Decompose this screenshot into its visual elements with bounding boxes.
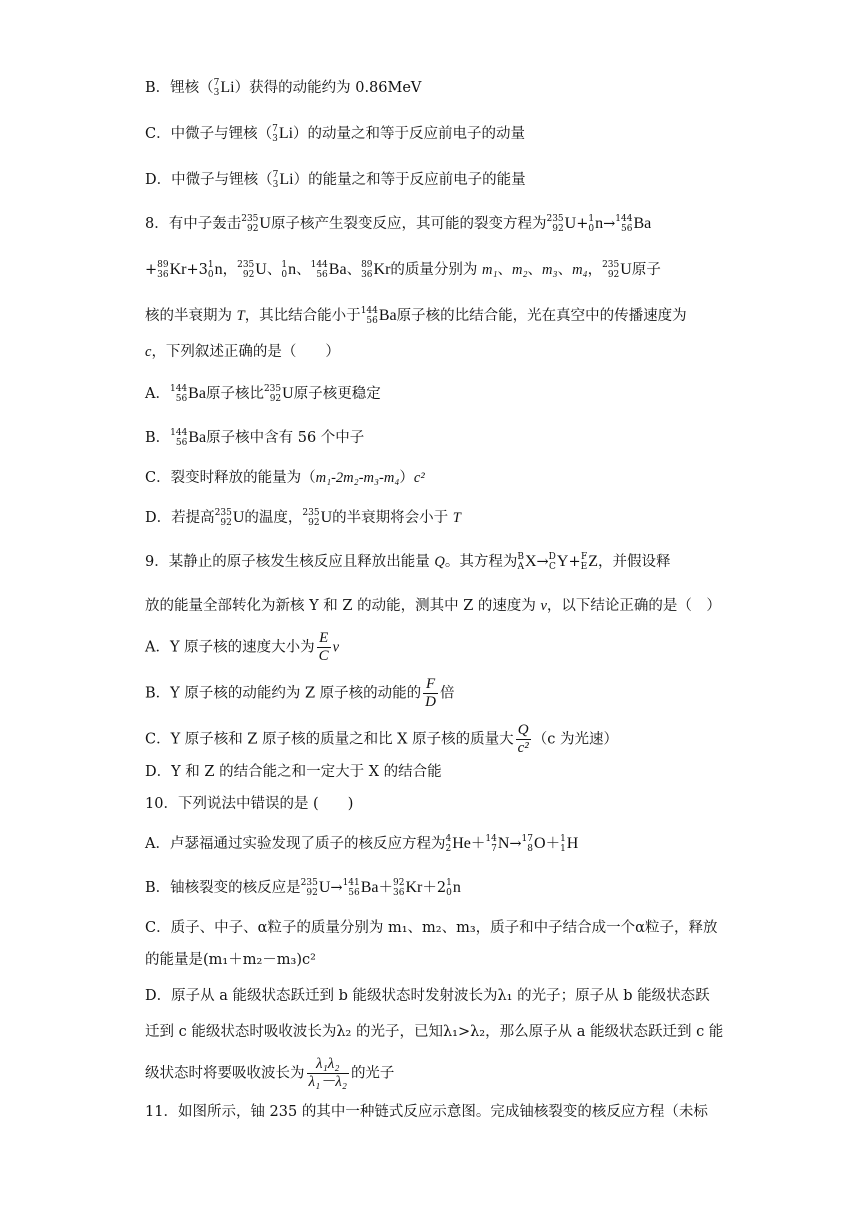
text: 、 [557,262,573,278]
var-m4: m₄ [572,262,588,278]
mass-number: 7 [272,124,278,135]
nuclide-o17 [522,834,546,854]
text: D．中微子与锂核（ [145,172,273,188]
nuclide-scripts [281,260,287,280]
q8-option-d [145,508,820,528]
text: 的光子 [350,1065,395,1082]
atomic-number: 56 [348,888,360,899]
fraction [516,722,531,757]
text: 迁到 c 能级状态时吸收波长为λ₂ 的光子，已知λ₁>λ₂，那么原子从 a 能级状态跃迁到 c 能 [145,1024,724,1040]
element-symbol: Kr [405,879,423,896]
mass-expr: m₁-2m₂-m₃-m₄ [315,470,400,486]
nuclide-scripts [517,552,524,572]
text: C．裂变时释放的能量为（ [145,470,316,486]
mass-number: 1 [281,260,288,271]
nuclide-ba144 [170,428,206,448]
nuclide-li [214,78,235,98]
element-symbol: Ba [378,307,397,324]
mass-number: 4 [445,834,452,845]
text: B．铀核裂变的核反应是 [145,880,301,896]
atomic-number: 0 [446,888,452,899]
mass-number: 14 [485,834,497,845]
text: ，以下结论正确的是（ ） [546,598,721,614]
text: ， [587,262,603,278]
text: 原子核的比结合能，光在真空中的传播速度为 [396,308,687,324]
element-symbol: Li [279,171,294,188]
nuclide-n [588,214,603,234]
nuclide-scripts [393,878,404,898]
nuclide-scripts [445,834,451,854]
text: 的质量分别为 [390,262,483,278]
plus: + [576,216,589,232]
q10-option-a [145,834,820,854]
var-m2: m₂ [512,262,528,278]
q9-option-a [145,630,820,665]
text: 、 [527,262,543,278]
element-symbol: Ba [328,261,347,278]
denominator: D [425,694,436,710]
q9-option-b [145,676,820,711]
element-symbol: Ba [633,215,652,232]
text: ）的动量之和等于反应前电子的动量 [293,126,526,142]
element-symbol: n [595,215,604,232]
mass-number: 235 [241,214,259,225]
mass-number: 235 [302,508,320,519]
text: ） [399,470,414,486]
q8-option-a [145,384,820,404]
nuclide-scripts [522,834,533,854]
mass-number: 1 [446,878,452,889]
nuclide-scripts [272,124,278,144]
nuclide-n [281,260,296,280]
text: ）的能量之和等于反应前电子的能量 [293,172,526,188]
arrow: → [330,880,343,896]
nuclide-scripts [208,260,214,280]
atomic-number: 36 [361,270,373,281]
atomic-number: 0 [207,270,214,281]
element-symbol: U [620,261,632,278]
nuclide-ba144 [311,260,347,280]
nuclide-kr89 [361,260,390,280]
text: ， [222,262,238,278]
element-symbol: Li [278,125,294,142]
element-symbol: Ba [360,879,379,896]
text: ，其比结合能小于 [244,308,361,324]
plus: + [568,554,581,570]
nuclide-scripts [264,384,281,404]
mass-number: 1 [207,260,214,271]
nuclide-he [445,834,470,854]
nuclide-li [272,124,293,144]
element-symbol: U [259,215,271,232]
text: 、 [497,262,513,278]
element-symbol: X [524,553,537,570]
text: C．质子、中子、α粒子的质量分别为 m₁、m₂、m₃，质子和中子结合成一个α粒子，释放 [145,920,718,936]
mass-number: 7 [272,170,279,181]
element-symbol: U [318,879,331,896]
mass-number: 141 [342,878,360,889]
var-m1: m₁ [482,262,498,278]
fraction [423,676,438,711]
nuclide-scripts [241,214,258,234]
q8-stem-line2 [145,260,820,280]
text: + [145,262,158,278]
nuclide-u235 [241,214,271,234]
mass-number: 144 [169,384,188,395]
q7-option-c [145,124,820,144]
text: 9．某静止的原子核发生核反应且释放出能量 [145,554,435,570]
atomic-number: A [517,562,524,573]
text: 、 [296,262,311,278]
text: +3 [186,262,208,278]
nuclide-scripts [157,260,168,280]
q9-option-d [145,762,820,782]
denominator: λ₁－λ₂ [308,1074,347,1090]
nuclide-u235 [215,508,245,528]
mass-number: 235 [214,508,232,519]
fraction [317,630,331,665]
q11-stem-line1 [145,1102,820,1122]
q9-stem-line1 [145,552,820,572]
nuclide-scripts [485,834,496,854]
q8-stem-line1 [145,214,820,234]
nuclide-scripts [361,306,378,326]
text: B．锂核（ [145,80,214,96]
var-t: T [452,510,461,526]
element-symbol: N [497,835,510,852]
nuclide-scripts [361,260,372,280]
element-symbol: Ba [188,385,206,402]
q10-stem [145,794,820,814]
text: ，并假设释 [597,554,671,570]
text: 原子 [631,262,661,278]
element-symbol: n [452,879,461,896]
text: 倍 [439,685,455,702]
mass-number: 17 [521,834,533,845]
nuclide-n [446,878,461,898]
nuclide-li [273,170,294,190]
q10-option-d-line2 [145,1022,820,1042]
element-symbol: U [255,261,267,278]
nuclide-scripts [549,552,556,572]
mass-number: 92 [393,878,405,889]
element-symbol: U [282,385,294,402]
arrow: → [509,836,522,852]
text: D．若提高 [145,510,215,526]
text: A．卢瑟福通过实验发现了质子的核反应方程为 [145,836,446,852]
q9-stem-line2 [145,596,820,616]
arrow: → [603,216,616,232]
plus: ＋ [470,836,486,852]
var-c2: c² [413,470,425,486]
nuclide-scripts [560,834,566,854]
text: 。其方程为 [444,554,518,570]
mass-number: D [548,552,556,563]
atomic-number: E [580,562,588,573]
mass-number: 1 [588,214,595,225]
nuclide-u235 [237,260,267,280]
nuclide-scripts [215,508,232,528]
text: 原子核比 [205,386,264,402]
mass-number: 89 [157,260,169,271]
atomic-number: 7 [491,844,497,855]
mass-number: 235 [546,214,564,225]
atomic-number: 36 [157,270,169,281]
atomic-number: 92 [220,518,232,529]
text: 原子核产生裂变反应，其可能的裂变方程为 [270,216,547,232]
text: B． [145,430,171,446]
element-symbol: U [564,215,577,232]
denominator: c² [517,740,529,756]
text: 的温度， [244,510,303,526]
text: 核的半衰期为 [145,308,237,324]
q8-stem-line4 [145,342,820,362]
atomic-number: 1 [560,844,566,855]
text: 级状态时将要吸收波长为 [145,1065,305,1082]
text: ）获得的动能约为 0.86MeV [234,80,422,96]
atomic-number: 92 [308,518,320,529]
nuclide-scripts [581,552,588,572]
nuclide-kr89 [157,260,186,280]
element-symbol: Ba [188,429,207,446]
nuclide-ba141 [343,878,379,898]
element-symbol: U [320,509,333,526]
nuclide-x [517,552,536,572]
plus-two: ＋2 [422,880,447,896]
nuclide-scripts [343,878,360,898]
q7-option-b [145,78,820,98]
q8-option-c [145,468,820,488]
nuclide-scripts [214,78,220,98]
mass-number: 89 [361,260,373,271]
text: 原子核更稳定 [293,386,381,402]
atomic-number: 56 [316,270,328,281]
nuclide-scripts [446,878,452,898]
nuclide-scripts [273,170,279,190]
atomic-number: 8 [527,844,533,855]
var-v: v [540,598,547,614]
var-v: v [332,639,340,656]
q7-option-d [145,170,820,190]
q10-option-c-line2 [145,950,820,970]
atomic-number: 36 [393,888,405,899]
nuclide-u235 [264,384,294,404]
element-symbol: Z [588,553,598,570]
nuclide-scripts [588,214,594,234]
atomic-number: 92 [552,224,564,235]
text: A． [145,386,170,402]
nuclide-scripts [546,214,563,234]
nuclide-u235 [602,260,632,280]
text: A．Y 原子核的速度大小为 [145,639,315,656]
nuclide-scripts [615,214,632,234]
mass-number: 235 [263,384,282,395]
element-symbol: Y [556,553,569,570]
q10-option-b [145,878,820,898]
nuclide-u235 [546,214,576,234]
atomic-number: 92 [607,270,620,281]
numerator: F [425,676,436,692]
atomic-number: 3 [272,134,278,145]
text: 10．下列说法中错误的是 ( ) [145,796,354,812]
atomic-number: C [549,562,556,573]
denominator: C [318,648,329,664]
element-symbol: O [534,835,546,852]
mass-number: 7 [213,78,220,89]
mass-number: 144 [170,428,188,439]
text: ，下列叙述正确的是（ ） [151,344,340,360]
text: D．原子从 a 能级状态跃迁到 b 能级状态时发射波长为λ₁ 的光子；原子从 b 能级状态跃 [145,988,710,1004]
nuclide-scripts [237,260,254,280]
numerator: Q [517,722,529,738]
arrow: → [536,554,549,570]
element-symbol: Kr [169,261,187,278]
q8-stem-line3 [145,306,820,326]
mass-number: F [580,552,588,563]
atomic-number: 3 [213,88,220,99]
text: 、 [346,262,362,278]
var-q: Q [434,554,445,570]
nuclide-ba144 [361,306,397,326]
atomic-number: 92 [246,224,259,235]
q10-option-d-line1 [145,986,820,1006]
q8-option-b [145,428,820,448]
element-symbol: n [288,261,297,278]
element-symbol: H [566,835,579,852]
text: 的半衰期将会小于 [332,510,453,526]
nuclide-n14 [485,834,509,854]
text: C．中微子与锂核（ [145,126,273,142]
nuclide-ba144 [170,384,206,404]
nuclide-scripts [302,508,319,528]
mass-number: 144 [310,260,328,271]
fraction [307,1056,349,1091]
nuclide-y [549,552,569,572]
nuclide-n [208,260,223,280]
mass-number: 235 [300,878,318,889]
text: 8．有中子轰击 [145,216,242,232]
text: B．Y 原子核的动能约为 Z 原子核的动能的 [145,685,422,702]
text: C．Y 原子核和 Z 原子核的质量之和比 X 原子核的质量大 [145,731,514,748]
nuclide-z [581,552,598,572]
plus: ＋ [378,880,394,896]
atomic-number: 56 [175,394,188,405]
nuclide-scripts [602,260,619,280]
nuclide-scripts [311,260,328,280]
atomic-number: 0 [588,224,595,235]
q10-option-d-line3 [145,1056,820,1091]
text: 原子核中含有 56 个中子 [206,430,365,446]
numerator: E [319,630,329,646]
numerator: λ₁λ₂ [316,1056,340,1072]
text: D．Y 和 Z 的结合能之和一定大于 X 的结合能 [145,764,442,780]
var-t: T [236,308,245,324]
var-c: c [145,344,152,360]
atomic-number: 56 [621,224,633,235]
q9-option-c [145,722,820,757]
atomic-number: 3 [272,180,279,191]
nuclide-kr92 [393,878,422,898]
element-symbol: Kr [373,261,391,278]
atomic-number: 2 [445,844,452,855]
mass-number: 1 [560,834,566,845]
nuclide-ba144 [615,214,651,234]
nuclide-scripts [170,428,187,448]
text: 、 [266,262,282,278]
var-m3: m₃ [542,262,558,278]
text: 放的能量全部转化为新核 Y 和 Z 的动能，测其中 Z 的速度为 [145,598,541,614]
mass-number: 144 [360,306,378,317]
element-symbol: Li [220,79,235,96]
mass-number: 235 [602,260,620,271]
atomic-number: 92 [269,394,282,405]
atomic-number: 92 [242,270,255,281]
plus: ＋ [545,836,561,852]
element-symbol: U [232,509,245,526]
element-symbol: He [452,835,471,852]
text: （c 为光速） [532,731,618,748]
nuclide-h [560,834,578,854]
element-symbol: n [214,261,223,278]
atomic-number: 92 [306,888,318,899]
nuclide-scripts [301,878,318,898]
mass-number: 235 [237,260,255,271]
mass-number: B [517,552,524,563]
text: 的能量是(m₁＋m₂－m₃)c² [145,952,316,968]
q10-option-c-line1 [145,918,820,938]
nuclide-u235 [302,508,332,528]
text: 11．如图所示，铀 235 的其中一种链式反应示意图。完成铀核裂变的核反应方程（未标 [145,1104,708,1120]
mass-number: 144 [615,214,633,225]
nuclide-scripts [170,384,187,404]
atomic-number: 56 [175,438,188,449]
atomic-number: 0 [281,270,288,281]
nuclide-u235 [301,878,331,898]
atomic-number: 56 [366,316,378,327]
